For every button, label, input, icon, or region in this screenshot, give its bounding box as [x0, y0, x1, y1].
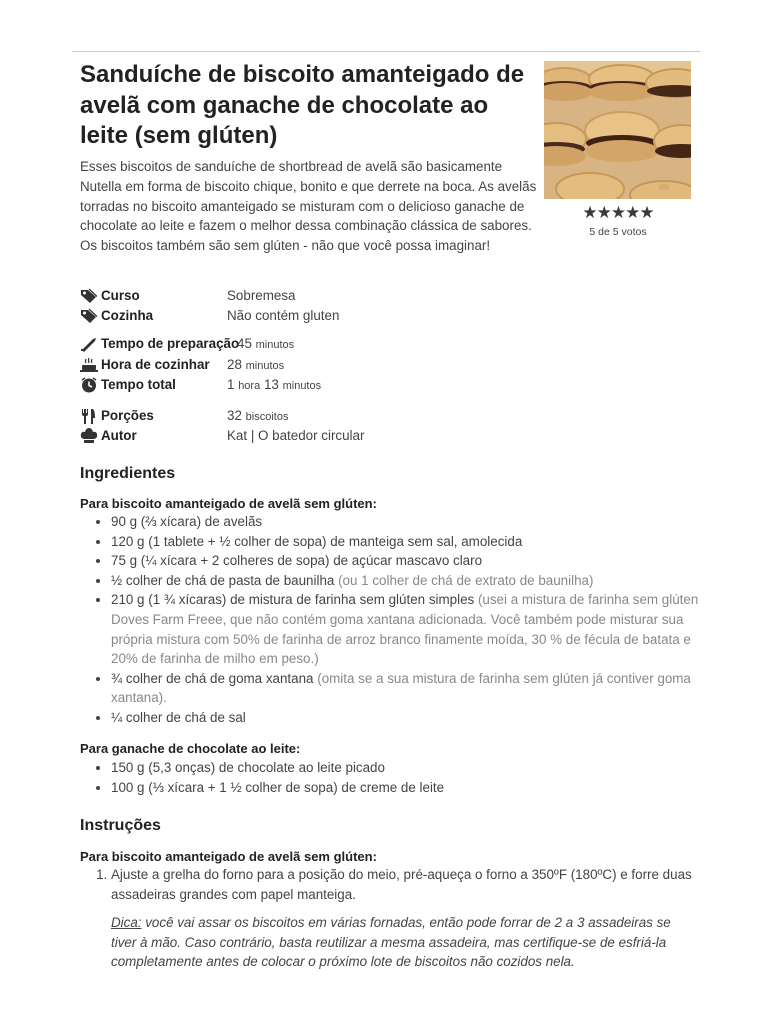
- utensils-icon: [80, 408, 98, 424]
- ingredients-list-1: [94, 512, 707, 728]
- meta-author-label: Autor: [101, 428, 137, 443]
- total-time-minutes: 13: [263, 377, 279, 392]
- instruction-tip: [111, 913, 681, 972]
- servings-unit: biscoitos: [245, 411, 289, 423]
- knife-icon: [80, 336, 98, 352]
- cook-time-unit: minutos: [245, 360, 285, 372]
- ingredient-item: [111, 708, 707, 728]
- chef-hat-icon: [80, 428, 98, 444]
- meta-course-value[interactable]: Sobremesa: [227, 288, 296, 303]
- tag-icon: [80, 288, 98, 304]
- servings-number[interactable]: 32: [227, 408, 242, 423]
- ingredient-item: [111, 532, 707, 552]
- ingredient-text: 210 g (1 ¾ xícaras) de mistura de farinha sem glúten simples: [111, 592, 475, 608]
- ingredient-item: [111, 590, 707, 668]
- pot-icon: [80, 357, 98, 373]
- ingredient-text: 120 g (1 tablete + ½ colher de sopa) de manteiga sem sal, amolecida: [111, 533, 523, 549]
- instruction-text: Ajuste a grelha do forno para a posição do meio, pré-aqueça o forno a 350ºF (180ºC) e forre duas assadeiras grandes com papel manteiga.: [111, 867, 692, 902]
- ingredient-item: [111, 571, 707, 591]
- ingredients-list-2: [94, 758, 707, 797]
- instructions-list: [94, 865, 707, 904]
- ingredient-item: [111, 669, 707, 708]
- ingredient-item: [111, 512, 707, 532]
- ingredient-item: [111, 758, 707, 778]
- cook-time-number: 28: [227, 357, 242, 372]
- rating-votes: 5 de 5 votos: [589, 226, 647, 238]
- ingredient-note: (usei a mistura de farinha sem glúten Doves Farm Freee, que não contém goma xantana adicionada. Você também pode misturar sua própria mistura com 50% de farinha de arroz branco finamente moída, 30 % de fécula de batata e 20% de farinha de milho em peso.): [111, 592, 699, 667]
- ingredient-text: 75 g (¼ xícara + 2 colheres de sopa) de açúcar mascavo claro: [111, 553, 483, 569]
- total-time-minutes-unit: minutos: [282, 380, 322, 392]
- ingredient-text: 90 g (⅔ xícara) de avelãs: [111, 514, 263, 529]
- meta-author-value[interactable]: Kat | O batedor circular: [227, 428, 365, 443]
- ingredient-text: ½ colher de chá de pasta de baunilha: [111, 572, 335, 588]
- recipe-photo[interactable]: [544, 61, 691, 199]
- instruction-step: [111, 865, 707, 904]
- top-divider: [72, 51, 700, 52]
- ingredients-heading: Ingredientes: [80, 465, 176, 482]
- prep-time-unit: minutos: [255, 339, 295, 351]
- recipe-title: Sanduíche de biscoito amanteigado de avelã com ganache de chocolate ao leite (sem glúten): [80, 61, 525, 149]
- recipe-intro: Esses biscoitos de sanduíche de shortbread de avelã são basicamente Nutella em forma de biscoito chique, bonito e que derrete na boca. As avelãs torradas no biscoito amanteigado se misturam com o delicioso ganache de chocolate ao leite e fazem o melhor dessa combinação clássica de sabores. Os biscoitos também são sem glúten - não que você possa imaginar!: [80, 159, 537, 254]
- ingredient-text: ¼ colher de chá de sal: [111, 709, 246, 725]
- ingredient-text: 150 g (5,3 onças) de chocolate ao leite picado: [111, 760, 385, 775]
- meta-total-time-value: [227, 375, 321, 396]
- cookie-photo-illustration: [544, 61, 691, 199]
- prep-time-number: 45: [237, 336, 252, 351]
- meta-prep-time-value: [237, 334, 294, 355]
- ingredient-text: 100 g (⅓ xícara + 1 ½ colher de sopa) de creme de leite: [111, 779, 445, 795]
- tip-label: Dica:: [111, 915, 142, 930]
- ingredients-group2-title: Para ganache de chocolate ao leite:: [80, 741, 301, 756]
- meta-servings-value: [227, 406, 288, 427]
- total-time-hours-unit: hora: [238, 380, 261, 392]
- instructions-group1-title: Para biscoito amanteigado de avelã sem glúten:: [80, 849, 377, 864]
- ingredients-group1-title: Para biscoito amanteigado de avelã sem glúten:: [80, 496, 377, 511]
- meta-cuisine-label: Cozinha: [101, 308, 154, 323]
- instructions-heading: Instruções: [80, 817, 161, 834]
- tip-text: você vai assar os biscoitos em várias fornadas, então pode forrar de 2 a 3 assadeiras se tiver à mão. Caso contrário, basta reutilizar a mesma assadeira, mas certifique-se de esfriá-la completamente antes de colocar o próximo lote de biscoitos não cozidos nela.: [111, 915, 671, 970]
- ingredient-item: [111, 551, 707, 571]
- meta-course-label: Curso: [101, 288, 140, 303]
- meta-cook-time-value: [227, 355, 284, 376]
- rating-stars[interactable]: ★★★★★: [582, 203, 654, 222]
- ingredient-note: (omita se a sua mistura de farinha sem glúten já contiver goma xantana).: [111, 670, 691, 706]
- meta-prep-time-label: Tempo de preparação: [101, 336, 240, 351]
- meta-servings-label: Porções: [101, 408, 154, 423]
- ingredient-text: ¾ colher de chá de goma xantana: [111, 670, 314, 686]
- meta-total-time-label: Tempo total: [101, 377, 176, 392]
- clock-icon: [80, 377, 98, 393]
- ingredient-note: (ou 1 colher de chá de extrato de baunilha): [338, 572, 594, 588]
- total-time-hours: 1: [227, 377, 235, 392]
- meta-cook-time-label: Hora de cozinhar: [101, 357, 210, 372]
- meta-cuisine-value[interactable]: Não contém gluten: [227, 308, 340, 323]
- tag-icon: [80, 308, 98, 324]
- ingredient-item: [111, 778, 707, 798]
